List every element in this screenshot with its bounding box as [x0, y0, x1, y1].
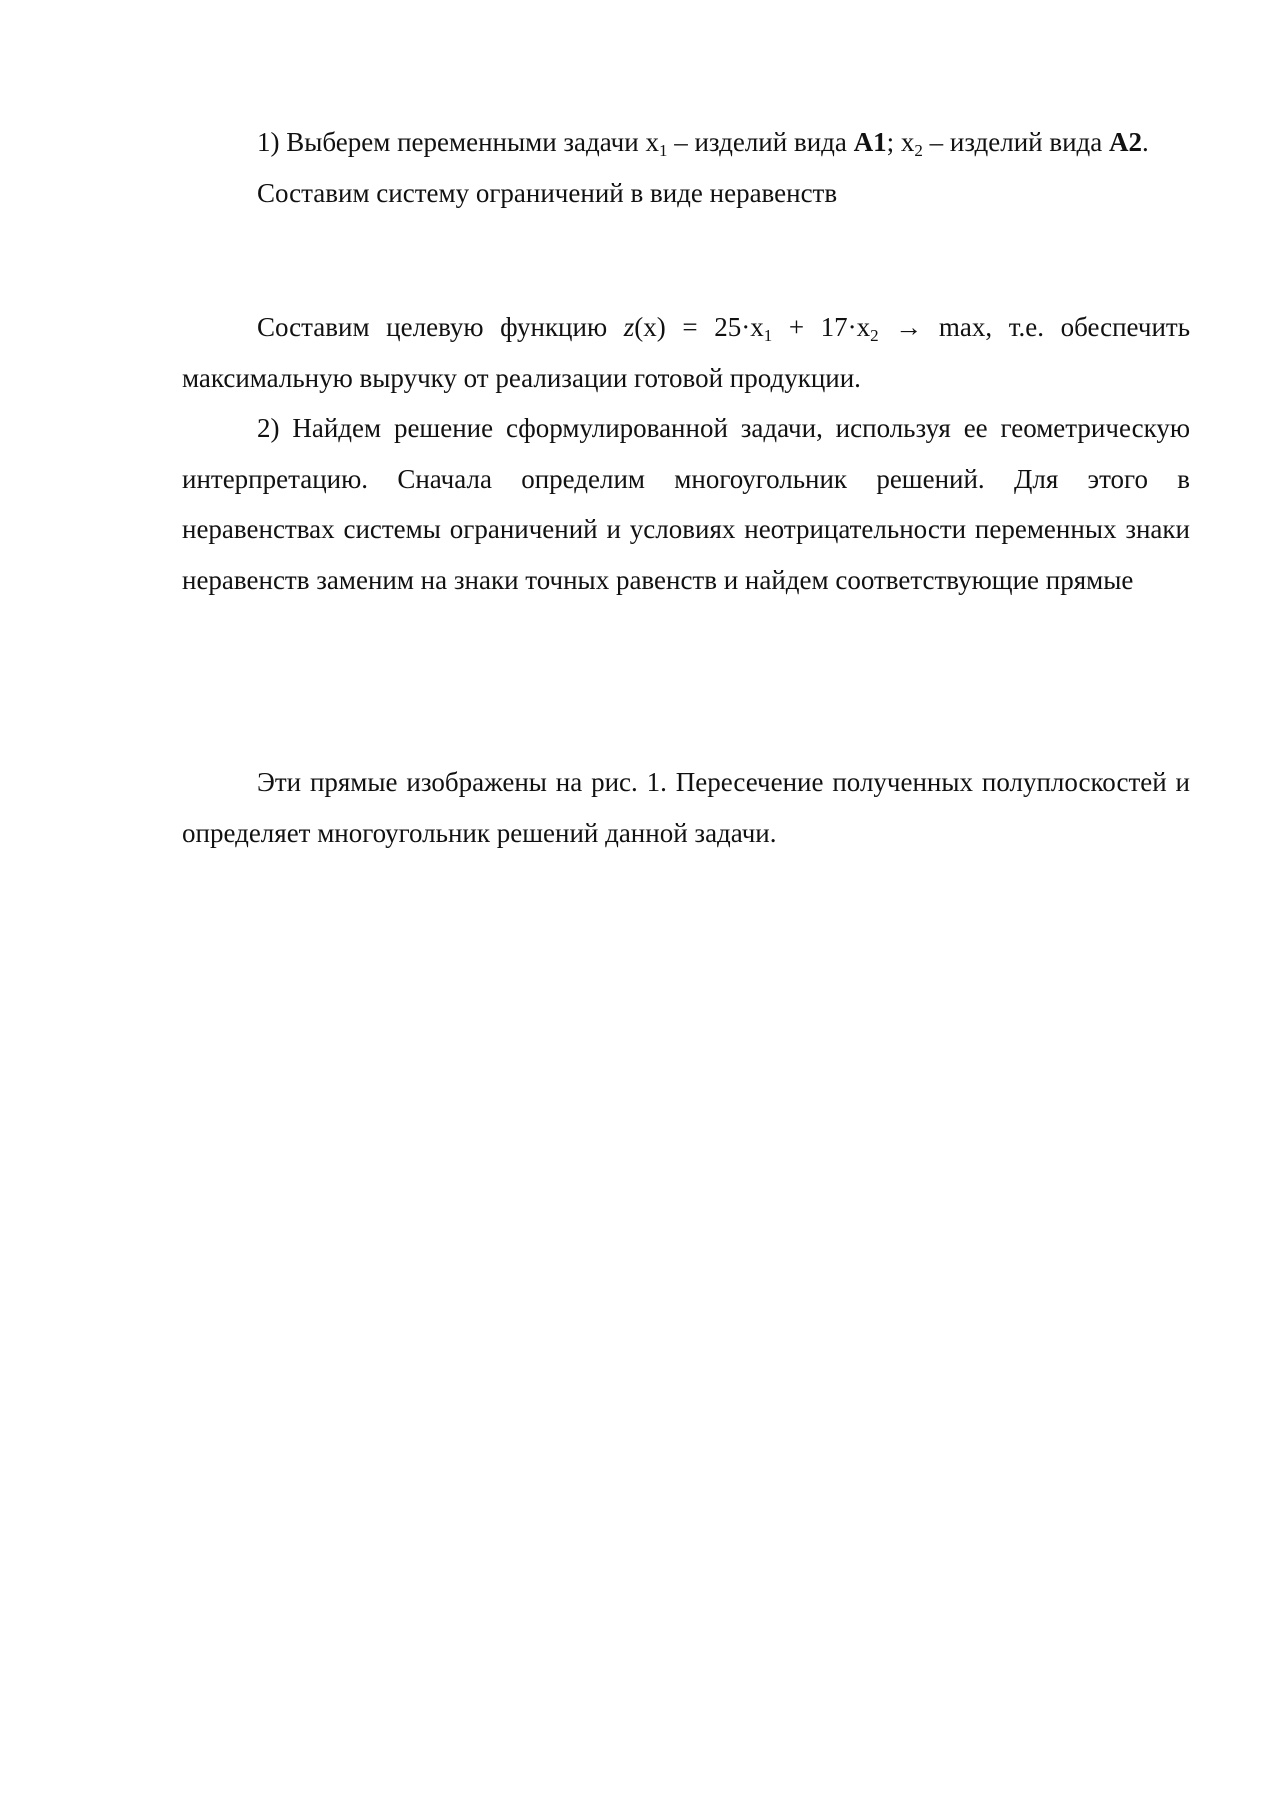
product-a1: А1 — [853, 127, 887, 157]
paragraph-geometric-solution: 2) Найдем решение сформулированной задачи, используя ее геометрическую интерпретацию. Сначала определим многоугольник решений. Для этого в неравенствах системы ограничений и условиях неотрицательности переменных знаки неравенств заменим на знаки точных равенств и найдем соответствующие прямые — [182, 413, 1190, 595]
objective-plus: + 17·x — [772, 312, 871, 342]
variables-mid-2: ; x — [886, 127, 915, 157]
objective-fn-name: z — [623, 312, 635, 342]
paragraph-variables — [182, 117, 1190, 168]
objective-lead: Составим целевую функцию — [257, 312, 624, 342]
objective-eq: = 25·x — [665, 312, 764, 342]
objective-subscript-1: 1 — [763, 326, 773, 345]
paragraph-constraints: Составим систему ограничений в виде неравенств — [257, 177, 838, 208]
variables-mid-3: – изделий вида — [922, 127, 1110, 157]
variables-lead: 1) Выберем переменными задачи x — [257, 127, 659, 157]
objective-tail: → max, т.е. обеспечить максимальную выручку от реализации готовой продукции. — [182, 312, 1191, 393]
equations-space — [182, 605, 1190, 757]
constraints-system-space — [182, 218, 1190, 302]
subscript-1: 1 — [658, 141, 668, 160]
variables-tail: . — [1142, 127, 1149, 157]
objective-subscript-2: 2 — [870, 326, 879, 345]
product-a2: А2 — [1109, 127, 1143, 157]
variables-mid-1: – изделий вида — [667, 127, 854, 157]
subscript-2: 2 — [914, 141, 923, 160]
paragraph-figure-reference: Эти прямые изображены на рис. 1. Пересечение полученных полуплоскостей и определяет многоугольник решений данной задачи. — [182, 767, 1190, 848]
document-page — [182, 117, 1190, 858]
objective-arg: (x) — [634, 312, 666, 342]
paragraph-objective — [182, 302, 1190, 403]
